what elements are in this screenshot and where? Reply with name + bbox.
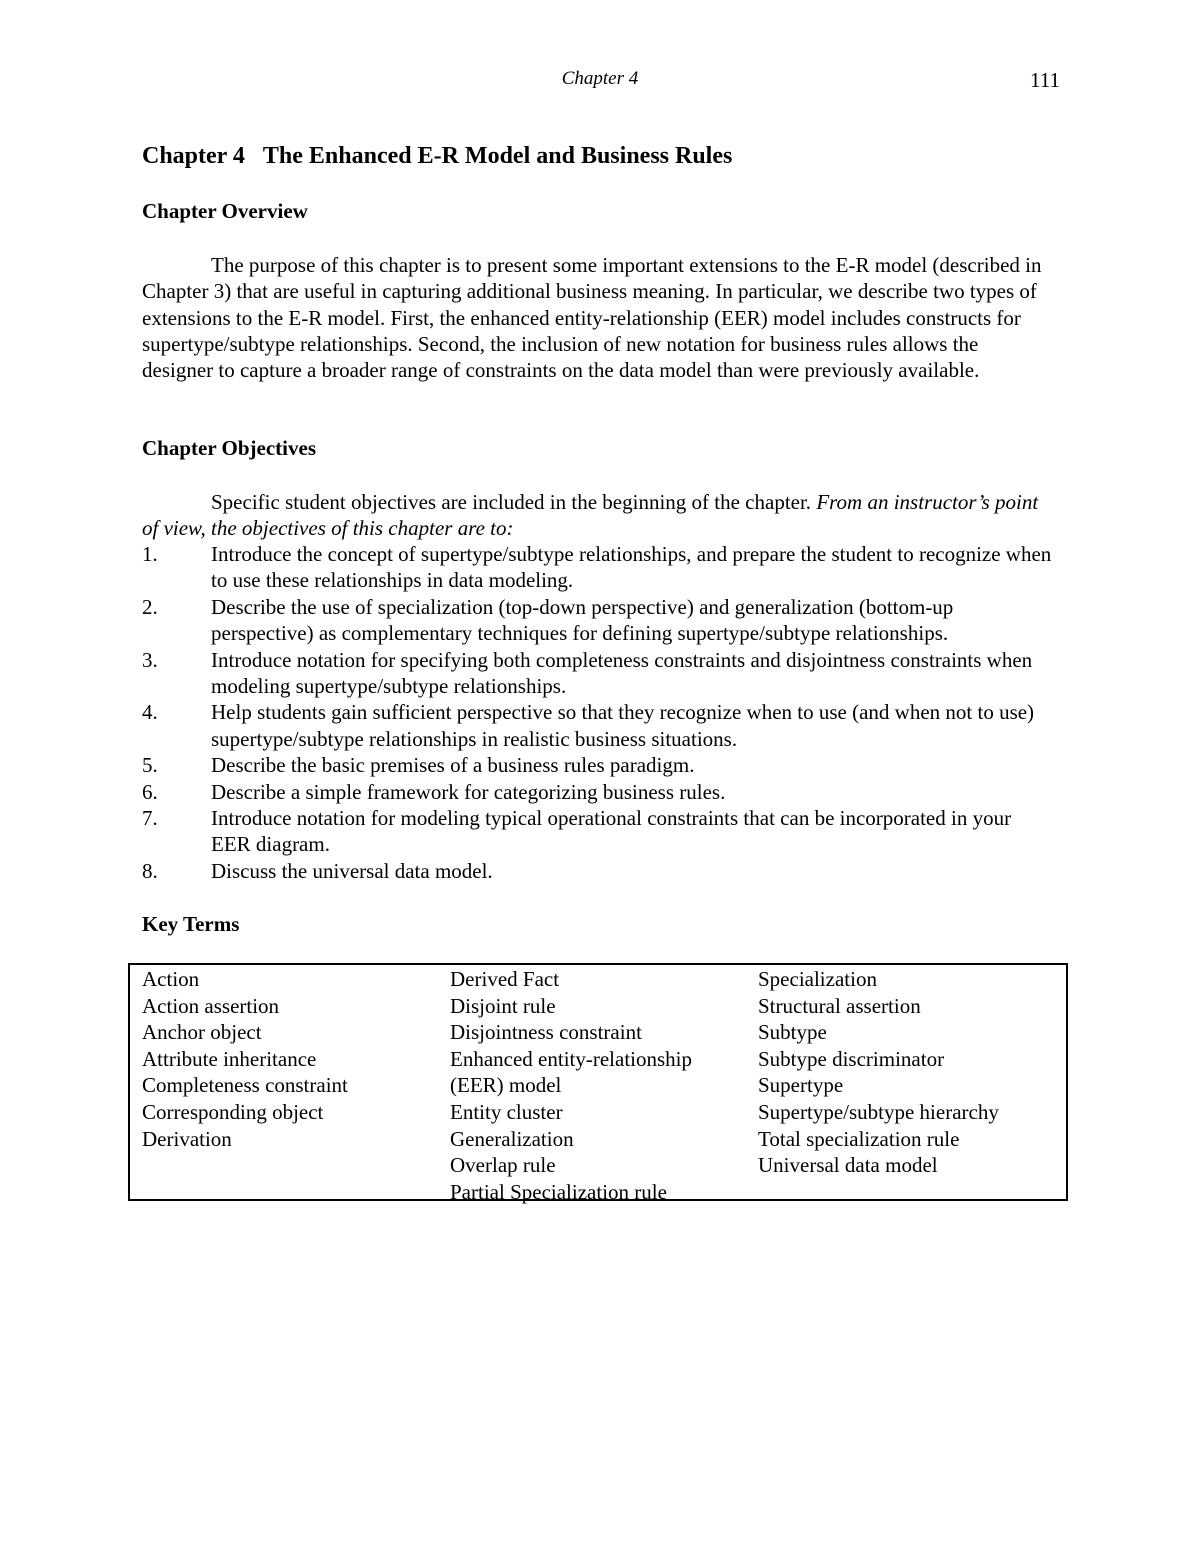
key-term: Specialization — [758, 967, 877, 991]
objective-item — [142, 699, 1052, 752]
key-term: Overlap rule — [450, 1153, 556, 1178]
overview-paragraph — [142, 252, 1052, 383]
key-term: Subtype — [758, 1020, 827, 1045]
key-term: Total specialization rule — [758, 1126, 960, 1151]
key-term: Action assertion — [142, 993, 280, 1018]
key-term: Disjoint rule — [450, 993, 556, 1018]
objective-text: Introduce notation for modeling typical operational constraints that can be incorporated in your EER diagram. — [211, 806, 1012, 857]
objective-text: Describe the use of specialization (top-down perspective) and generalization (bottom-up perspective) as complementary techniques for defining supertype/subtype relationships. — [211, 594, 954, 646]
chapter-title — [142, 143, 732, 170]
running-header: Chapter 4 — [561, 68, 639, 89]
objective-number: 6. — [142, 779, 158, 804]
objective-item — [142, 594, 1052, 647]
chapter-title-text: The Enhanced E-R Model and Business Rules — [262, 143, 733, 169]
key-terms-column — [142, 966, 450, 1199]
key-term: Action — [142, 967, 200, 991]
key-term: Universal data model — [758, 1153, 938, 1178]
key-term: Supertype — [758, 1073, 844, 1098]
objective-item — [142, 541, 1052, 594]
key-term: Derivation — [142, 1126, 232, 1151]
objective-text: Discuss the universal data model. — [211, 858, 493, 883]
objective-text: Introduce notation for specifying both completeness constraints and disjointness constraints when modeling supertype/subtype relationships. — [211, 647, 1033, 699]
page-number: 111 — [1030, 68, 1060, 92]
key-term: Anchor object — [142, 1020, 262, 1045]
objective-text: Introduce the concept of supertype/subtype relationships, and prepare the student to recognize when to use these relationships in data modeling. — [211, 542, 1052, 593]
overview-body: The purpose of this chapter is to present some important extensions to the E-R model (described in Chapter 3) that are useful in capturing additional business meaning. In particular, we describe two types of extensions to the E-R model. First, the enhanced entity-relationship (EER) model includes constructs for supertype/subtype relationships. Second, the inclusion of new notation for business rules allows the designer to capture a broader range of constraints on the data model than were previously available. — [142, 253, 1042, 383]
key-term: Partial Specialization rule — [450, 1179, 667, 1204]
objectives-intro — [142, 489, 1052, 542]
objective-number: 1. — [142, 542, 158, 566]
objective-item — [142, 779, 1052, 805]
key-term: Structural assertion — [758, 993, 921, 1018]
key-terms-column — [450, 966, 758, 1204]
key-term: Enhanced entity-relationship — [450, 1046, 693, 1071]
key-term: Generalization — [450, 1126, 574, 1151]
objective-number: 4. — [142, 700, 158, 725]
objectives-list — [142, 541, 1052, 884]
objective-number: 3. — [142, 647, 158, 672]
overview-heading: Chapter Overview — [142, 199, 308, 223]
key-term: Entity cluster — [450, 1099, 563, 1124]
key-term: Subtype discriminator — [758, 1046, 945, 1071]
chapter-number: Chapter 4 — [142, 143, 245, 169]
key-term: Corresponding object — [142, 1099, 324, 1124]
objective-number: 7. — [142, 806, 158, 831]
objective-item — [142, 858, 1052, 884]
objective-number: 2. — [142, 594, 158, 619]
objective-text: Help students gain sufficient perspective so that they recognize when to use (and when not to use) supertype/subtype relationships in realistic business situations. — [211, 700, 1035, 751]
objectives-heading: Chapter Objectives — [142, 436, 316, 460]
objective-text: Describe the basic premises of a business rules paradigm. — [211, 753, 695, 778]
objective-text: Describe a simple framework for categorizing business rules. — [211, 779, 726, 804]
objectives-intro-italic: From an instructor’s point of view, the objectives of this chapter are to: — [142, 490, 1039, 541]
key-terms-heading: Key Terms — [142, 912, 240, 936]
key-term: Disjointness constraint — [450, 1020, 642, 1045]
objective-item — [142, 752, 1052, 778]
key-terms-column — [758, 966, 1066, 1199]
objectives-intro-plain: Specific student objectives are included in the beginning of the chapter. — [211, 490, 817, 514]
objective-number: 8. — [142, 858, 158, 883]
key-term: Supertype/subtype hierarchy — [758, 1099, 999, 1124]
key-term: Attribute inheritance — [142, 1046, 317, 1071]
key-term: Derived Fact — [450, 967, 560, 991]
key-terms-table — [128, 963, 1068, 1204]
key-term: (EER) model — [450, 1073, 562, 1098]
objective-item — [142, 805, 1052, 858]
objective-number: 5. — [142, 753, 158, 778]
key-term: Completeness constraint — [142, 1073, 348, 1098]
objective-item — [142, 647, 1052, 700]
